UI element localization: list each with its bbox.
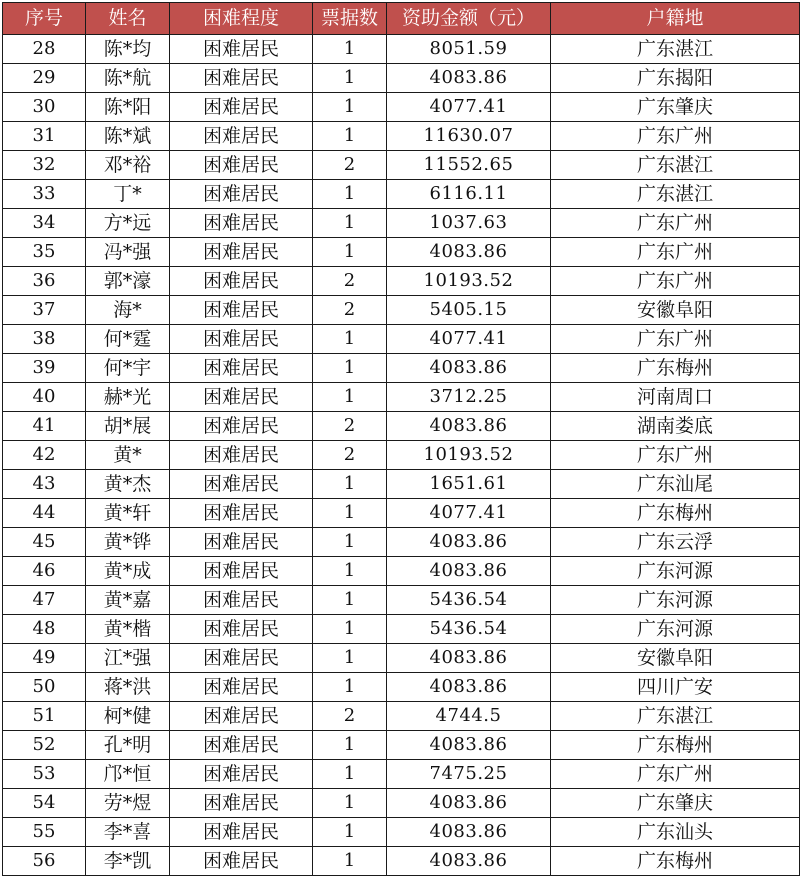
cell-hardship-level: 困难居民 xyxy=(170,354,313,383)
cell-name: 黄*楷 xyxy=(86,615,170,644)
cell-household-registration: 广东河源 xyxy=(551,586,800,615)
cell-hardship-level: 困难居民 xyxy=(170,528,313,557)
cell-receipt-count: 1 xyxy=(313,673,387,702)
cell-household-registration: 广东广州 xyxy=(551,441,800,470)
cell-receipt-count: 2 xyxy=(313,296,387,325)
cell-hardship-level: 困难居民 xyxy=(170,847,313,876)
cell-hardship-level: 困难居民 xyxy=(170,35,313,64)
cell-name: 何*宇 xyxy=(86,354,170,383)
cell-hardship-level: 困难居民 xyxy=(170,644,313,673)
cell-aid-amount: 3712.25 xyxy=(387,383,551,412)
cell-serial-number: 45 xyxy=(3,528,86,557)
cell-serial-number: 42 xyxy=(3,441,86,470)
header-serial-number: 序号 xyxy=(3,3,86,35)
cell-name: 丁* xyxy=(86,180,170,209)
cell-name: 蒋*洪 xyxy=(86,673,170,702)
cell-name: 郭*濠 xyxy=(86,267,170,296)
cell-household-registration: 广东广州 xyxy=(551,122,800,151)
cell-receipt-count: 1 xyxy=(313,93,387,122)
cell-serial-number: 41 xyxy=(3,412,86,441)
cell-hardship-level: 困难居民 xyxy=(170,586,313,615)
cell-name: 陈*斌 xyxy=(86,122,170,151)
table-row xyxy=(3,209,800,238)
cell-serial-number: 31 xyxy=(3,122,86,151)
cell-hardship-level: 困难居民 xyxy=(170,557,313,586)
cell-household-registration: 广东河源 xyxy=(551,615,800,644)
cell-receipt-count: 1 xyxy=(313,615,387,644)
cell-aid-amount: 4083.86 xyxy=(387,673,551,702)
cell-serial-number: 49 xyxy=(3,644,86,673)
cell-aid-amount: 5405.15 xyxy=(387,296,551,325)
cell-name: 黄*轩 xyxy=(86,499,170,528)
cell-aid-amount: 11552.65 xyxy=(387,151,551,180)
cell-household-registration: 广东湛江 xyxy=(551,180,800,209)
cell-serial-number: 50 xyxy=(3,673,86,702)
table-row xyxy=(3,847,800,876)
cell-serial-number: 30 xyxy=(3,93,86,122)
cell-hardship-level: 困难居民 xyxy=(170,238,313,267)
cell-household-registration: 广东梅州 xyxy=(551,354,800,383)
cell-receipt-count: 1 xyxy=(313,64,387,93)
table-row xyxy=(3,296,800,325)
cell-household-registration: 广东云浮 xyxy=(551,528,800,557)
cell-serial-number: 51 xyxy=(3,702,86,731)
cell-aid-amount: 4083.86 xyxy=(387,64,551,93)
cell-aid-amount: 4077.41 xyxy=(387,499,551,528)
cell-name: 劳*煜 xyxy=(86,789,170,818)
cell-household-registration: 广东河源 xyxy=(551,557,800,586)
cell-receipt-count: 1 xyxy=(313,644,387,673)
cell-name: 胡*展 xyxy=(86,412,170,441)
cell-hardship-level: 困难居民 xyxy=(170,470,313,499)
cell-receipt-count: 2 xyxy=(313,151,387,180)
cell-aid-amount: 4083.86 xyxy=(387,818,551,847)
cell-name: 邓*裕 xyxy=(86,151,170,180)
cell-household-registration: 广东梅州 xyxy=(551,499,800,528)
cell-household-registration: 广东湛江 xyxy=(551,702,800,731)
cell-serial-number: 43 xyxy=(3,470,86,499)
cell-name: 黄*铧 xyxy=(86,528,170,557)
cell-serial-number: 33 xyxy=(3,180,86,209)
cell-name: 方*远 xyxy=(86,209,170,238)
table-row xyxy=(3,557,800,586)
cell-name: 黄*成 xyxy=(86,557,170,586)
cell-aid-amount: 4077.41 xyxy=(387,93,551,122)
cell-serial-number: 37 xyxy=(3,296,86,325)
cell-receipt-count: 1 xyxy=(313,122,387,151)
cell-name: 孔*明 xyxy=(86,731,170,760)
header-row xyxy=(3,3,800,35)
cell-name: 何*霆 xyxy=(86,325,170,354)
cell-household-registration: 湖南娄底 xyxy=(551,412,800,441)
cell-aid-amount: 5436.54 xyxy=(387,615,551,644)
cell-hardship-level: 困难居民 xyxy=(170,441,313,470)
cell-household-registration: 广东揭阳 xyxy=(551,64,800,93)
header-household-registration: 户籍地 xyxy=(551,3,800,35)
cell-aid-amount: 4083.86 xyxy=(387,731,551,760)
cell-receipt-count: 1 xyxy=(313,760,387,789)
cell-name: 陈*阳 xyxy=(86,93,170,122)
cell-receipt-count: 1 xyxy=(313,354,387,383)
cell-household-registration: 四川广安 xyxy=(551,673,800,702)
cell-household-registration: 广东肇庆 xyxy=(551,93,800,122)
cell-household-registration: 广东肇庆 xyxy=(551,789,800,818)
cell-hardship-level: 困难居民 xyxy=(170,673,313,702)
table-row xyxy=(3,151,800,180)
table-row xyxy=(3,122,800,151)
table-row xyxy=(3,644,800,673)
cell-name: 陈*航 xyxy=(86,64,170,93)
cell-aid-amount: 6116.11 xyxy=(387,180,551,209)
table-row xyxy=(3,731,800,760)
cell-serial-number: 54 xyxy=(3,789,86,818)
cell-name: 邝*恒 xyxy=(86,760,170,789)
cell-hardship-level: 困难居民 xyxy=(170,151,313,180)
cell-aid-amount: 10193.52 xyxy=(387,267,551,296)
cell-serial-number: 48 xyxy=(3,615,86,644)
cell-receipt-count: 1 xyxy=(313,528,387,557)
cell-name: 黄* xyxy=(86,441,170,470)
cell-name: 柯*健 xyxy=(86,702,170,731)
cell-hardship-level: 困难居民 xyxy=(170,180,313,209)
cell-aid-amount: 4077.41 xyxy=(387,325,551,354)
cell-receipt-count: 1 xyxy=(313,731,387,760)
cell-serial-number: 47 xyxy=(3,586,86,615)
cell-aid-amount: 4083.86 xyxy=(387,644,551,673)
table-row xyxy=(3,789,800,818)
table-body xyxy=(3,35,800,876)
table-row xyxy=(3,702,800,731)
cell-receipt-count: 1 xyxy=(313,383,387,412)
cell-hardship-level: 困难居民 xyxy=(170,122,313,151)
cell-hardship-level: 困难居民 xyxy=(170,702,313,731)
table-row xyxy=(3,470,800,499)
cell-hardship-level: 困难居民 xyxy=(170,93,313,122)
cell-serial-number: 34 xyxy=(3,209,86,238)
table-row xyxy=(3,760,800,789)
cell-household-registration: 广东梅州 xyxy=(551,731,800,760)
cell-household-registration: 广东广州 xyxy=(551,325,800,354)
table-row xyxy=(3,818,800,847)
cell-serial-number: 53 xyxy=(3,760,86,789)
cell-hardship-level: 困难居民 xyxy=(170,267,313,296)
cell-name: 李*凯 xyxy=(86,847,170,876)
cell-receipt-count: 2 xyxy=(313,441,387,470)
cell-aid-amount: 8051.59 xyxy=(387,35,551,64)
table-row xyxy=(3,673,800,702)
cell-hardship-level: 困难居民 xyxy=(170,325,313,354)
table-row xyxy=(3,35,800,64)
header-receipt-count: 票据数 xyxy=(313,3,387,35)
cell-name: 赫*光 xyxy=(86,383,170,412)
cell-household-registration: 河南周口 xyxy=(551,383,800,412)
cell-household-registration: 广东广州 xyxy=(551,760,800,789)
cell-household-registration: 广东广州 xyxy=(551,209,800,238)
cell-receipt-count: 2 xyxy=(313,702,387,731)
cell-name: 黄*嘉 xyxy=(86,586,170,615)
cell-serial-number: 44 xyxy=(3,499,86,528)
cell-receipt-count: 2 xyxy=(313,412,387,441)
cell-receipt-count: 1 xyxy=(313,238,387,267)
cell-receipt-count: 1 xyxy=(313,325,387,354)
table-row xyxy=(3,267,800,296)
cell-serial-number: 35 xyxy=(3,238,86,267)
cell-receipt-count: 1 xyxy=(313,209,387,238)
cell-aid-amount: 4083.86 xyxy=(387,789,551,818)
cell-receipt-count: 1 xyxy=(313,818,387,847)
table-row xyxy=(3,412,800,441)
cell-receipt-count: 1 xyxy=(313,586,387,615)
cell-receipt-count: 1 xyxy=(313,180,387,209)
cell-household-registration: 广东广州 xyxy=(551,267,800,296)
cell-name: 海* xyxy=(86,296,170,325)
cell-aid-amount: 4083.86 xyxy=(387,412,551,441)
cell-aid-amount: 4083.86 xyxy=(387,354,551,383)
cell-name: 江*强 xyxy=(86,644,170,673)
header-name: 姓名 xyxy=(86,3,170,35)
table-row xyxy=(3,441,800,470)
cell-hardship-level: 困难居民 xyxy=(170,209,313,238)
cell-hardship-level: 困难居民 xyxy=(170,789,313,818)
cell-name: 冯*强 xyxy=(86,238,170,267)
cell-household-registration: 广东广州 xyxy=(551,238,800,267)
cell-serial-number: 39 xyxy=(3,354,86,383)
cell-aid-amount: 4744.5 xyxy=(387,702,551,731)
cell-household-registration: 广东汕尾 xyxy=(551,470,800,499)
table-row xyxy=(3,238,800,267)
cell-serial-number: 36 xyxy=(3,267,86,296)
cell-serial-number: 52 xyxy=(3,731,86,760)
cell-aid-amount: 1651.61 xyxy=(387,470,551,499)
cell-receipt-count: 1 xyxy=(313,35,387,64)
cell-hardship-level: 困难居民 xyxy=(170,731,313,760)
cell-aid-amount: 4083.86 xyxy=(387,557,551,586)
cell-aid-amount: 4083.86 xyxy=(387,238,551,267)
cell-hardship-level: 困难居民 xyxy=(170,760,313,789)
cell-serial-number: 38 xyxy=(3,325,86,354)
cell-household-registration: 安徽阜阳 xyxy=(551,296,800,325)
cell-aid-amount: 11630.07 xyxy=(387,122,551,151)
cell-hardship-level: 困难居民 xyxy=(170,818,313,847)
cell-hardship-level: 困难居民 xyxy=(170,412,313,441)
cell-serial-number: 56 xyxy=(3,847,86,876)
cell-receipt-count: 1 xyxy=(313,789,387,818)
cell-hardship-level: 困难居民 xyxy=(170,296,313,325)
cell-name: 黄*杰 xyxy=(86,470,170,499)
aid-recipients-table xyxy=(2,2,800,876)
cell-name: 陈*均 xyxy=(86,35,170,64)
cell-household-registration: 广东湛江 xyxy=(551,35,800,64)
cell-hardship-level: 困难居民 xyxy=(170,383,313,412)
cell-serial-number: 29 xyxy=(3,64,86,93)
cell-household-registration: 安徽阜阳 xyxy=(551,644,800,673)
cell-serial-number: 40 xyxy=(3,383,86,412)
cell-aid-amount: 10193.52 xyxy=(387,441,551,470)
cell-receipt-count: 1 xyxy=(313,847,387,876)
cell-aid-amount: 4083.86 xyxy=(387,847,551,876)
table-row xyxy=(3,528,800,557)
cell-aid-amount: 1037.63 xyxy=(387,209,551,238)
cell-aid-amount: 4083.86 xyxy=(387,528,551,557)
cell-receipt-count: 1 xyxy=(313,557,387,586)
cell-aid-amount: 5436.54 xyxy=(387,586,551,615)
cell-receipt-count: 2 xyxy=(313,267,387,296)
table-row xyxy=(3,354,800,383)
table-row xyxy=(3,93,800,122)
table-row xyxy=(3,499,800,528)
cell-serial-number: 28 xyxy=(3,35,86,64)
cell-name: 李*喜 xyxy=(86,818,170,847)
table-row xyxy=(3,383,800,412)
cell-household-registration: 广东湛江 xyxy=(551,151,800,180)
table-row xyxy=(3,586,800,615)
header-aid-amount: 资助金额（元） xyxy=(387,3,551,35)
cell-serial-number: 46 xyxy=(3,557,86,586)
cell-hardship-level: 困难居民 xyxy=(170,499,313,528)
cell-hardship-level: 困难居民 xyxy=(170,64,313,93)
table-row xyxy=(3,325,800,354)
table-row xyxy=(3,180,800,209)
cell-aid-amount: 7475.25 xyxy=(387,760,551,789)
cell-serial-number: 55 xyxy=(3,818,86,847)
table-row xyxy=(3,64,800,93)
cell-hardship-level: 困难居民 xyxy=(170,615,313,644)
cell-receipt-count: 1 xyxy=(313,470,387,499)
table-header xyxy=(3,3,800,35)
cell-household-registration: 广东汕头 xyxy=(551,818,800,847)
cell-receipt-count: 1 xyxy=(313,499,387,528)
header-hardship-level: 困难程度 xyxy=(170,3,313,35)
table-row xyxy=(3,615,800,644)
cell-household-registration: 广东梅州 xyxy=(551,847,800,876)
cell-serial-number: 32 xyxy=(3,151,86,180)
